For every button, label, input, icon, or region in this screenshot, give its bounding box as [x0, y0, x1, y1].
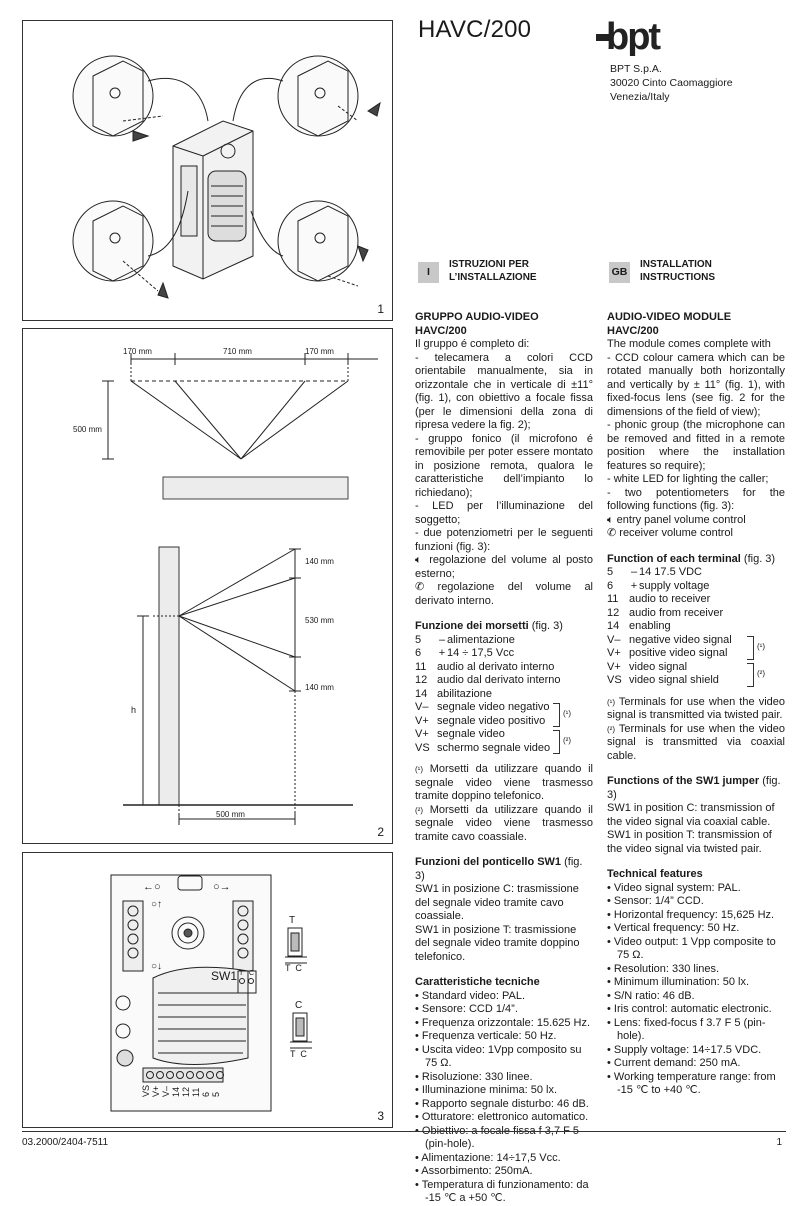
note-mark: (¹): [415, 765, 423, 774]
dim-140-bottom: 140 mm: [305, 683, 334, 692]
sw1-label: SW1: [211, 969, 238, 983]
terminal-sign: +: [630, 579, 638, 592]
tech-title: Technical features: [607, 868, 703, 880]
dim-500-vertical: 500 mm: [73, 425, 102, 434]
figure-number: 2: [377, 825, 384, 839]
italian-column: [415, 311, 593, 1206]
feature-item: - telecamera a colori CCD orientabile manualmente, sia in orizzontale che in verticale di ±11° (fig. 1), con obiettivo a focale fissa (per le dimensioni della zona di ripresa vedere la fig. 2);: [415, 351, 593, 431]
tech-item: • Obiettivo: a focale fissa f 3,7 F 5 (pin-hole).: [415, 1124, 580, 1150]
sw1-ref: (fig. 3): [415, 856, 583, 882]
terminal-desc: supply voltage: [639, 579, 710, 592]
sw1-heading: [607, 775, 785, 802]
tech-item: • Temperatura di funzionamento: da -15 ℃ a +50 ℃.: [415, 1178, 589, 1204]
tech-item: • Risoluzione: 330 linee.: [415, 1070, 533, 1083]
terminal-label: V+: [151, 1085, 161, 1098]
tc-label-bottom: T C: [290, 1049, 307, 1059]
terminal-num: 12: [415, 674, 428, 686]
terminal-sign: –: [438, 633, 446, 646]
lang-title-line: ISTRUZIONI PER: [449, 259, 530, 270]
note-mark: (²): [563, 736, 571, 745]
tech-item: • Uscita video: 1Vpp composito su 75 Ω.: [415, 1043, 582, 1069]
terminals-ref: (fig. 3): [740, 552, 776, 565]
feature-item: - due potenziometri per le seguenti funzioni (fig. 3):: [415, 527, 593, 553]
tech-item: • Minimum illumination: 50 lx.: [607, 976, 750, 988]
terminal-desc: audio to receiver: [629, 593, 711, 605]
feature-item: - phonic group (the microphone can be removed and fitted in a remote position where the installation features so require);: [607, 419, 785, 472]
terminal-row: [607, 566, 785, 580]
terminal-desc: video signal shield: [629, 674, 719, 686]
language-code: GB: [609, 262, 630, 283]
tech-item: • Working temperature range: from -15 ℃ to +40 ℃.: [607, 1070, 776, 1096]
feature-item: - gruppo fonico (il microfono é removibile per poter essere montato in posizione remota, qualora le caratteristiche dell’impianto lo richiedano);: [415, 432, 593, 499]
document-code: 03.2000/2404-7511: [22, 1137, 109, 1148]
tech-list: [607, 882, 785, 1098]
tech-item: • Video output: 1 Vpp composite to 75 Ω.: [607, 935, 776, 961]
terminals-heading: [607, 553, 785, 567]
english-section-header: [609, 258, 715, 284]
handset-icon: ✆: [607, 527, 617, 539]
terminal-desc: audio al derivato interno: [437, 660, 555, 673]
terminal-desc: 14 ÷ 17,5 Vcc: [447, 647, 515, 659]
intro: The module comes complete with: [607, 338, 771, 350]
bracket: [553, 703, 560, 727]
tech-item: • Horizontal frequency: 15,625 Hz.: [607, 908, 775, 921]
figure-3: [22, 852, 393, 1128]
terminal-row: [415, 674, 593, 688]
terminal-row: [415, 647, 593, 661]
figure-1: [22, 20, 393, 321]
terminal-num: VS: [415, 741, 430, 754]
terminal-row: [607, 607, 785, 621]
pot-text: regolazione del volume al derivato interno.: [415, 581, 594, 607]
dim-500-horizontal: 500 mm: [216, 810, 245, 819]
terminal-num: V+: [607, 660, 621, 673]
note-mark: (¹): [607, 697, 615, 707]
module-title: AUDIO-VIDEO MODULE HAVC/200: [607, 311, 732, 337]
tech-item: • Sensor: 1/4” CCD.: [607, 895, 704, 907]
note-mark: (¹): [563, 709, 571, 718]
module-title: GRUPPO AUDIO-VIDEO HAVC/200: [415, 311, 539, 337]
figure-number: 1: [377, 302, 384, 316]
tc-label-top: T C: [285, 963, 302, 973]
feature-item: - LED per l’illuminazione del soggetto;: [415, 500, 593, 526]
note: [607, 696, 785, 723]
italian-section-header: [418, 258, 537, 284]
tilt-up-label: ○↑: [151, 899, 163, 910]
dim-h: h: [131, 705, 137, 715]
dim-170-left: 170 mm: [123, 347, 152, 356]
dim-530: 530 mm: [305, 616, 334, 625]
terminal-label: 11: [191, 1087, 201, 1098]
terminal-desc: video signal: [629, 660, 688, 673]
terminal-desc: schermo segnale video: [437, 741, 551, 754]
terminal-desc: segnale video negativo: [437, 701, 550, 713]
footer-divider: [22, 1131, 786, 1132]
note-text: Morsetti da utilizzare quando il segnale video viene trasmesso tramite doppino telefonico.: [415, 763, 593, 802]
t-label: T: [289, 915, 296, 926]
sw1-text: SW1 in position T: transmission of the video signal via twisted pair.: [607, 829, 772, 855]
handset-icon: ✆: [415, 581, 425, 593]
dim-140-top: 140 mm: [305, 557, 334, 566]
bracket: [747, 663, 754, 687]
note-mark: (²): [607, 724, 615, 734]
terminal-desc: abilitazione: [437, 687, 493, 700]
speaker-icon: 🔈︎: [415, 554, 424, 566]
tech-item: • Iris control: automatic electronic.: [607, 1003, 772, 1015]
sw1-title: Functions of the SW1 jumper: [607, 775, 760, 787]
lang-title-line: L’INSTALLAZIONE: [449, 272, 537, 283]
terminals-heading: [415, 620, 593, 634]
sw1-heading: [415, 856, 593, 883]
feature-item: - white LED for lighting the caller;: [607, 473, 769, 485]
terminal-row: [415, 688, 593, 702]
feature-item: - CCD colour camera which can be rotated manually both horizontally and vertically by ± 11° (fig. 1), with fixed-focus lens (see fig. 2 for the dimensions of the field of view);: [607, 351, 785, 418]
terminals-title: Function of each terminal: [607, 552, 741, 565]
terminal-row: [607, 620, 785, 634]
terminal-num: V+: [415, 714, 429, 727]
lang-title-line: INSTRUCTIONS: [640, 272, 715, 283]
tech-item: • Sensore: CCD 1/4”.: [415, 1003, 518, 1015]
terminal-num: 5: [607, 566, 614, 578]
terminal-label: V–: [161, 1086, 171, 1098]
terminal-group: [607, 634, 785, 688]
terminal-num: 5: [415, 633, 422, 646]
figure-2: [22, 328, 393, 844]
terminal-num: 12: [607, 606, 620, 619]
tech-list: [415, 990, 593, 1206]
arrow-right-label: ○→: [213, 881, 231, 893]
terminal-num: V–: [607, 633, 621, 646]
note-mark: (²): [415, 805, 423, 815]
terminal-sign: –: [630, 566, 638, 578]
tech-item: • S/N ratio: 46 dB.: [607, 989, 695, 1002]
note: [415, 763, 593, 804]
tech-item: • Supply voltage: 14÷17.5 VDC.: [607, 1043, 762, 1056]
pot-item: [415, 554, 593, 581]
tilt-down-label: ○↓: [151, 961, 163, 972]
lang-title-line: INSTALLATION: [640, 259, 712, 270]
figure-number: 3: [377, 1109, 384, 1123]
document-title: HAVC/200: [418, 16, 532, 43]
terminal-num: 11: [607, 593, 619, 605]
logo-text: bpt: [606, 18, 660, 56]
c-small-label: C: [249, 970, 255, 977]
bracket: [747, 636, 754, 660]
tech-item: • Rapporto segnale disturbo: 46 dB.: [415, 1097, 589, 1110]
pot-item: [607, 527, 785, 541]
bpt-logo-mark: [596, 18, 686, 56]
terminal-label: 12: [181, 1087, 191, 1098]
figure-1-drawing: [23, 21, 393, 321]
tech-item: • Illuminazione minima: 50 lx.: [415, 1084, 558, 1096]
sw1-ref: (fig. 3): [607, 775, 781, 801]
tech-item: • Current demand: 250 mA.: [607, 1057, 741, 1069]
terminal-row: [607, 593, 785, 607]
tech-item: • Standard video: PAL.: [415, 989, 526, 1002]
note: [607, 723, 785, 764]
sw1-text: SW1 in posizione C: trasmissione del segnale video tramite cavo coassiale.: [415, 883, 579, 922]
terminal-group: [415, 701, 593, 755]
tech-item: • Frequenza orizzontale: 15.625 Hz.: [415, 1016, 591, 1029]
tech-title: Caratteristiche tecniche: [415, 976, 540, 988]
note-mark: (¹): [757, 641, 765, 651]
terminal-desc: audio from receiver: [629, 606, 724, 619]
tech-item: • Video signal system: PAL.: [607, 881, 741, 894]
terminal-num: 11: [415, 660, 427, 673]
sw1-title: Funzioni del ponticello SW1: [415, 856, 562, 868]
terminal-desc: positive video signal: [629, 647, 728, 659]
terminal-row: [607, 580, 785, 594]
tech-item: • Frequenza verticale: 50 Hz.: [415, 1030, 557, 1042]
tech-item: • Lens: fixed-focus f 3.7 F 5 (pin-hole).: [607, 1016, 766, 1042]
address-line: Venezia/Italy: [610, 91, 670, 103]
intro: Il gruppo é completo di:: [415, 338, 530, 350]
language-code: I: [418, 262, 439, 283]
terminal-desc: enabling: [629, 620, 671, 632]
dim-170-right: 170 mm: [305, 347, 334, 356]
figure-2-drawing: [23, 329, 393, 844]
speaker-icon: 🔈︎: [607, 513, 614, 526]
page-number: 1: [776, 1137, 782, 1148]
note-text: Terminals for use when the video signal is transmitted via twisted pair.: [607, 695, 786, 721]
arrow-left-label: ←○: [143, 881, 161, 893]
pot-text: receiver volume control: [619, 527, 733, 539]
terminal-num: 6: [415, 647, 422, 659]
bracket: [553, 730, 560, 754]
tech-item: • Vertical frequency: 50 Hz.: [607, 922, 740, 934]
terminal-label: 14: [171, 1087, 181, 1098]
pot-text: entry panel volume control: [616, 513, 746, 526]
address-line: 30020 Cinto Caomaggiore: [610, 77, 733, 89]
terminal-num: V–: [415, 701, 429, 713]
terminals-ref: (fig. 3): [528, 620, 563, 632]
terminal-num: V+: [415, 728, 429, 740]
pot-item: [607, 514, 785, 528]
terminal-num: 6: [607, 579, 614, 592]
terminal-desc: segnale video positivo: [437, 714, 546, 727]
note-text: Morsetti da utilizzare quando il segnale video viene trasmesso tramite cavo coassiale.: [415, 803, 593, 843]
t-small-label: T: [239, 970, 244, 977]
company-address: [610, 62, 733, 104]
tech-item: • Alimentazione: 14÷17,5 Vcc.: [415, 1151, 561, 1164]
sw1-text: SW1 in position C: transmission of the video signal via coaxial cable.: [607, 802, 775, 828]
terminal-num: VS: [607, 674, 622, 686]
note-mark: (²): [757, 668, 765, 678]
english-column: [607, 311, 785, 1098]
terminal-sign: +: [438, 647, 446, 659]
terminal-num: 14: [607, 620, 620, 632]
pot-text: regolazione del volume al posto esterno;: [415, 554, 593, 580]
terminal-num: 14: [415, 687, 428, 700]
terminal-row: [415, 634, 593, 648]
tech-item: • Otturatore: elettronico automatico.: [415, 1111, 589, 1123]
dim-710: 710 mm: [223, 347, 252, 356]
terminal-desc: segnale video: [437, 728, 505, 740]
terminal-label: 6: [201, 1092, 211, 1098]
terminal-labels: [141, 1085, 221, 1097]
note-text: Terminals for use when the video signal is transmitted via coaxial cable.: [607, 722, 786, 762]
tech-item: • Resolution: 330 lines.: [607, 962, 720, 975]
address-line: BPT S.p.A.: [610, 63, 662, 75]
note: [415, 804, 593, 845]
terminal-desc: alimentazione: [447, 633, 515, 646]
terminal-num: V+: [607, 647, 621, 659]
terminals-title: Funzione dei morsetti: [415, 620, 529, 632]
tech-item: • Assorbimento: 250mA.: [415, 1165, 533, 1177]
terminal-desc: audio dal derivato interno: [437, 674, 561, 686]
feature-item: - two potentiometers for the following functions (fig. 3):: [607, 486, 785, 512]
terminal-desc: 14 17.5 VDC: [639, 566, 702, 578]
sw1-text: SW1 in posizione T: trasmissione del segnale video tramite doppino telefonico.: [415, 923, 580, 963]
c-label: C: [295, 1000, 303, 1011]
terminal-row: [415, 661, 593, 675]
bpt-logo: [596, 18, 686, 61]
terminal-desc: negative video signal: [629, 633, 732, 646]
terminal-label: 5: [211, 1092, 221, 1098]
terminal-label: VS: [141, 1085, 151, 1098]
pot-item: [415, 581, 593, 608]
